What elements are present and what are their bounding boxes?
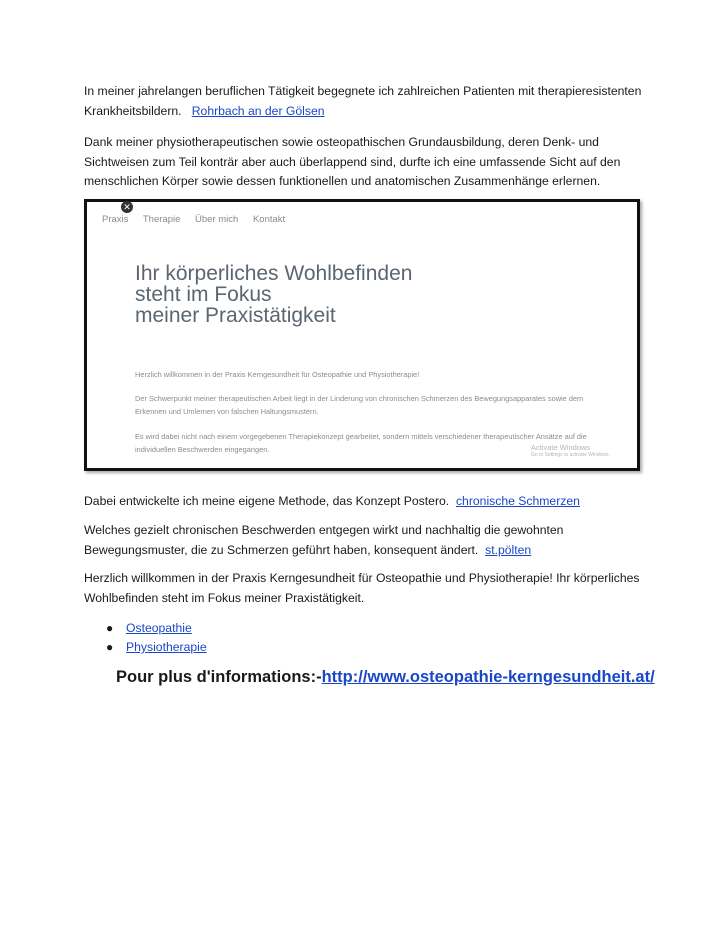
chronische-schmerzen-link[interactable]: chronische Schmerzen	[455, 494, 580, 508]
training-paragraph: Dank meiner physiotherapeutischen sowie osteopathischen Grundausbildung, deren Denk- und Sichtweisen zum Teil konträr aber auch überlappend sind, durfte ich eine umfassende Sicht auf den menschlichen Körper sowie dessen funktionellen und anatomischen Zusammenhänge erlernen.	[84, 135, 621, 188]
effect-paragraph	[84, 521, 644, 560]
more-info-line	[116, 668, 655, 687]
effect-text: Welches gezielt chronischen Beschwerden entgegen wirkt und nachhaltig die gewohnten Bewegungsmuster, die zu Schmerzen geführt haben, konsequent ändert.	[84, 523, 564, 557]
service-list	[106, 619, 207, 657]
screenshot-focus-text: Der Schwerpunkt meiner therapeutischen Arbeit liegt in der Linderung von chronischen Schmerzen des Bewegungsapparates sowie dem Erkennen und Umlernen von falschen Haltungsmustern.	[135, 394, 584, 416]
screenshot-approach-text: Es wird dabei nicht nach einem vorgegebenen Therapiekonzept gearbeitet, sondern mittels verschiedener therapeutischer Ansätze auf die individuellen Beschwerden eingegangen.	[135, 432, 587, 454]
nav-item-therapie: Therapie	[142, 214, 181, 225]
method-text: Dabei entwickelte ich meine eigene Methode, das Konzept Postero.	[84, 494, 450, 508]
intro-paragraph	[84, 82, 644, 121]
physiotherapie-link[interactable]: Physiotherapie	[126, 640, 207, 654]
rohrbach-link[interactable]: Rohrbach an der Gölsen	[191, 103, 325, 118]
activate-windows-watermark	[531, 443, 610, 459]
screenshot-nav	[102, 214, 297, 225]
osteopathie-link[interactable]: Osteopathie	[126, 621, 192, 635]
hero-line-3: meiner Praxistätigkeit	[135, 304, 336, 327]
nav-item-praxis: Praxis	[102, 214, 129, 225]
website-link[interactable]: http://www.osteopathie-kerngesundheit.at/	[321, 668, 655, 686]
welcome-paragraph: Herzlich willkommen in der Praxis Kerngesundheit für Osteopathie und Physiotherapie! Ihr körperliches Wohlbefinden steht im Fokus meiner Praxistätigkeit.	[84, 571, 640, 605]
screenshot-hero-heading	[135, 263, 412, 326]
st-poelten-link[interactable]: st.pölten	[485, 542, 532, 557]
hero-line-1: Ihr körperliches Wohlbefinden	[135, 262, 413, 285]
intro-text: In meiner jahrelangen beruflichen Tätigkeit begegnete ich zahlreichen Patienten mit therapieresistenten Krankheitsbildern.	[84, 84, 642, 118]
bullet-icon: ●	[106, 640, 114, 654]
list-item	[106, 619, 207, 638]
screenshot-welcome-text: Herzlich willkommen in der Praxis Kerngesundheit für Osteopathie und Physiotherapie!	[135, 370, 420, 379]
close-icon[interactable]: ✕	[121, 201, 133, 213]
method-paragraph	[84, 492, 644, 512]
nav-item-kontakt: Kontakt	[252, 214, 286, 225]
activate-subtitle: Go to Settings to activate Windows.	[531, 452, 610, 458]
nav-item-ueber-mich: Über mich	[195, 214, 239, 225]
more-info-label: Pour plus d'informations:-	[116, 668, 322, 686]
bullet-icon: ●	[106, 621, 114, 635]
list-item	[106, 638, 207, 657]
website-screenshot	[84, 199, 640, 471]
hero-line-2: steht im Fokus	[135, 283, 272, 306]
activate-title: Activate Windows	[531, 443, 591, 452]
